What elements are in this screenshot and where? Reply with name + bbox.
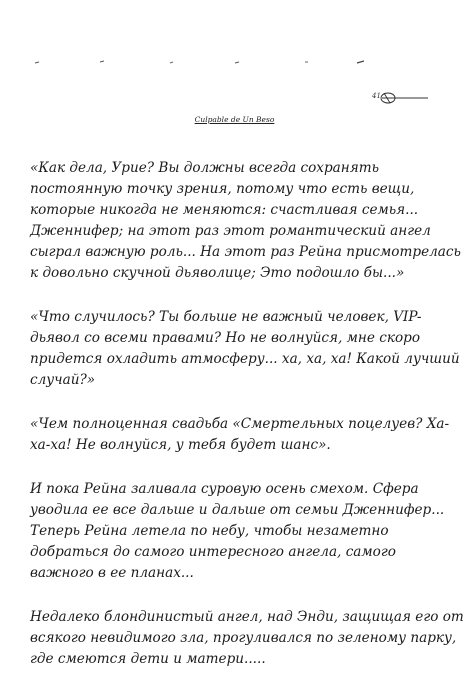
- text-line: уводила ее все дальше и дальше от семьи Дженнифер...: [30, 502, 445, 518]
- text-line: важного в ее планах...: [30, 565, 194, 581]
- text-line: придется охладить атмосферу... ха, ха, ха! Какой лучший: [30, 351, 460, 367]
- text-line: «Как дела, Урие? Вы должны всегда сохранять: [30, 160, 380, 176]
- text-line: которые никогда не меняются: счастливая семья...: [30, 202, 419, 218]
- text-line: ха-ха! Не волнуйся, у тебя будет шанс».: [30, 437, 331, 453]
- text-line: постоянную точку зрения, потому что есть вещи,: [30, 181, 415, 197]
- paragraph-2: [30, 307, 460, 391]
- text-line: «Что случилось? Ты больше не важный человек, VIP-: [30, 309, 422, 325]
- document-body: [30, 158, 464, 693]
- text-line: Теперь Рейна летела по небу, чтобы незаметно: [30, 523, 389, 539]
- paragraph-4: [30, 479, 455, 584]
- text-line: Недалеко блондинистый ангел, над Энди, защищая его от: [30, 609, 464, 625]
- text-line: к довольно скучной дьяволице; Это подошло бы...»: [30, 265, 405, 281]
- text-line: Дженнифер; на этот раз этот романтический ангел: [30, 223, 431, 239]
- text-line: где смеются дети и матери.....: [30, 651, 266, 667]
- paragraph-5: [30, 607, 464, 670]
- paragraph-3: [30, 414, 455, 456]
- text-line: «Чем полноценная свадьба «Смертельных поцелуев? Ха-: [30, 416, 450, 432]
- paragraph-1: [30, 158, 461, 284]
- text-line: добраться до самого интересного ангела, самого: [30, 544, 396, 560]
- header-title: Culpable de Un Beso: [194, 115, 275, 124]
- text-line: случай?»: [30, 372, 96, 388]
- text-line: дьявол со всеми правами? Но не волнуйся, мне скоро: [30, 330, 421, 346]
- text-line: И пока Рейна заливала суровую осень смехом. Сфера: [30, 481, 419, 497]
- scan-artifact-marks: [30, 58, 370, 66]
- text-line: всякого невидимого зла, прогуливался по зеленому парку,: [30, 630, 457, 646]
- text-line: сыграл важную роль... На этот раз Рейна присмотрелась: [30, 244, 461, 260]
- page-number: 41: [372, 92, 381, 100]
